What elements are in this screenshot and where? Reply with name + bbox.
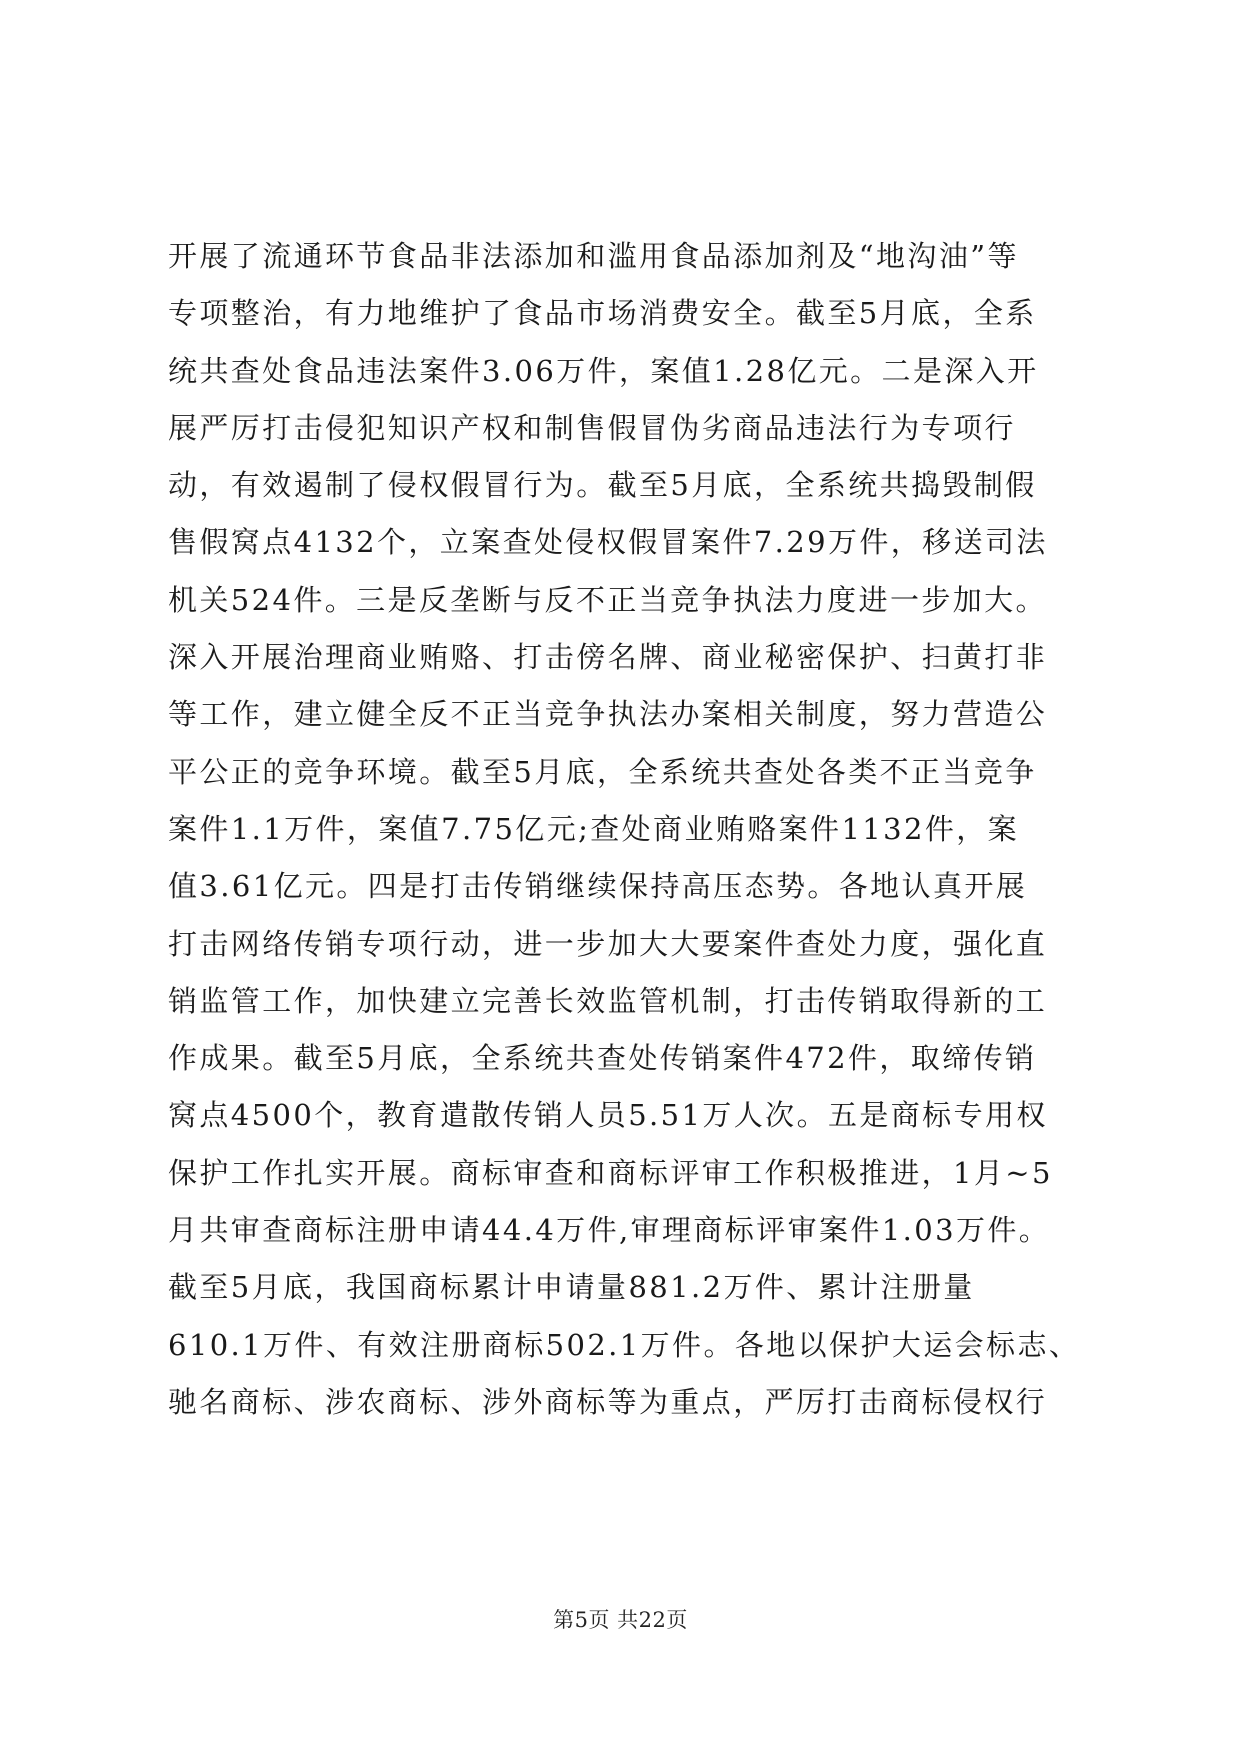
text-line: 值3.61亿元。四是打击传销继续保持高压态势。各地认真开展: [168, 869, 1028, 904]
text-line: 驰名商标、涉农商标、涉外商标等为重点，严厉打击商标侵权行: [168, 1384, 1048, 1419]
text-line: 等工作，建立健全反不正当竞争执法办案相关制度，努力营造公: [168, 697, 1048, 732]
text-line: 动，有效遏制了侵权假冒行为。截至5月底，全系统共捣毁制假: [168, 468, 1037, 503]
text-line: 平公正的竞争环境。截至5月底，全系统共查处各类不正当竞争: [168, 754, 1037, 789]
text-line: 保护工作扎实开展。商标审查和商标评审工作积极推进，1月~5: [168, 1155, 1053, 1190]
text-line: 展严厉打击侵犯知识产权和制售假冒伪劣商品违法行为专项行: [168, 410, 1016, 445]
text-line: 打击网络传销专项行动，进一步加大大要案件查处力度，强化直: [168, 926, 1048, 961]
text-line: 统共查处食品违法案件3.06万件，案值1.28亿元。二是深入开: [168, 353, 1039, 388]
page-number-footer: 第5页 共22页: [553, 1608, 688, 1632]
text-line: 售假窝点4132个，立案查处侵权假冒案件7.29万件，移送司法: [168, 525, 1048, 560]
text-line: 月共审查商标注册申请44.4万件,审理商标评审案件1.03万件。: [168, 1213, 1051, 1248]
text-line: 专项整治，有力地维护了食品市场消费安全。截至5月底，全系: [168, 296, 1037, 331]
text-line: 610.1万件、有效注册商标502.1万件。各地以保护大运会标志、: [168, 1327, 1081, 1362]
text-line: 作成果。截至5月底，全系统共查处传销案件472件，取缔传销: [168, 1041, 1037, 1076]
text-line: 窝点4500个，教育遣散传销人员5.51万人次。五是商标专用权: [168, 1098, 1048, 1133]
text-line: 深入开展治理商业贿赂、打击傍名牌、商业秘密保护、扫黄打非: [168, 640, 1048, 675]
text-line: 截至5月底，我国商标累计申请量881.2万件、累计注册量: [168, 1270, 975, 1305]
text-line: 机关524件。三是反垄断与反不正当竞争执法力度进一步加大。: [168, 582, 1047, 617]
text-line: 开展了流通环节食品非法添加和滥用食品添加剂及“地沟油”等: [168, 239, 1019, 273]
text-line: 案件1.1万件，案值7.75亿元;查处商业贿赂案件1132件，案: [168, 811, 1020, 846]
text-line: 销监管工作，加快建立完善长效监管机制，打击传销取得新的工: [168, 983, 1048, 1018]
body-text: [168, 228, 1088, 1431]
